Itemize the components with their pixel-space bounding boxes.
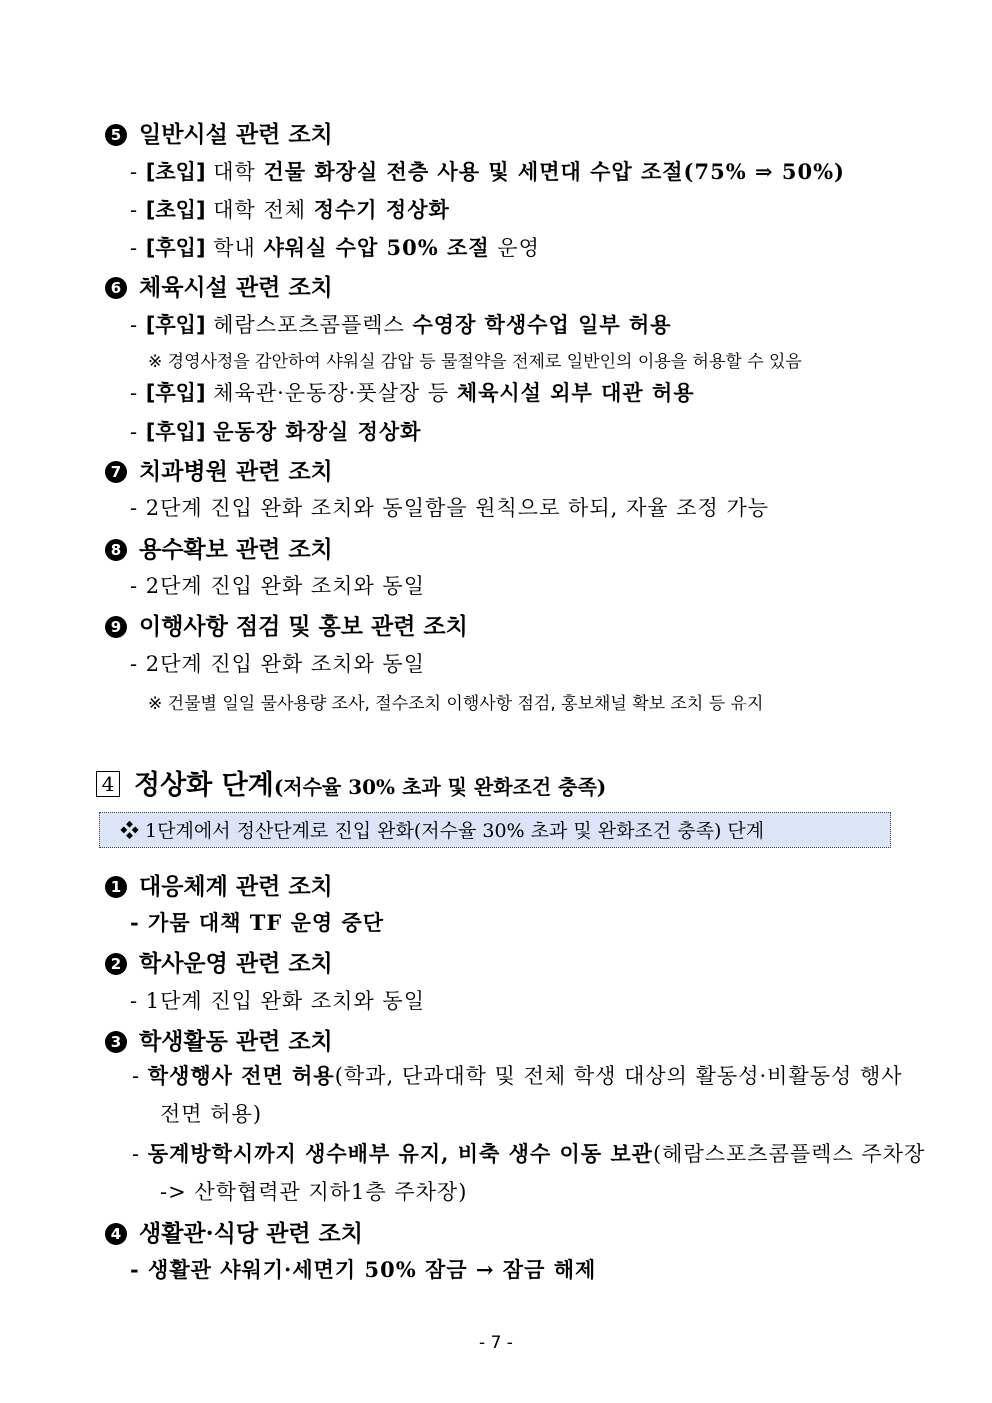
section-heading-7 bbox=[105, 453, 333, 486]
list-item: - 생활관 샤워기·세면기 50% 잠금 → 잠금 해제 bbox=[130, 1257, 597, 1282]
section-title: 용수확보 관련 조치 bbox=[139, 536, 333, 563]
boxed-number: 4 bbox=[96, 771, 120, 797]
phase-tag: [초입] bbox=[145, 198, 206, 222]
info-box: ❖ 1단계에서 정산단계로 진입 완화(저수율 30% 초과 및 완화조건 충족) 단계 bbox=[99, 812, 891, 848]
section-title: 생활관·식당 관련 조치 bbox=[139, 1220, 363, 1247]
circled-number: 1 bbox=[105, 876, 127, 898]
list-item: - 2단계 진입 완화 조치와 동일함을 원칙으로 하되, 자율 조정 가능 bbox=[130, 496, 770, 520]
circled-number: 8 bbox=[105, 539, 127, 561]
stage-heading bbox=[96, 763, 606, 802]
section-heading-6 bbox=[105, 269, 333, 302]
section-title: 치과병원 관련 조치 bbox=[139, 458, 333, 485]
section-title: 체육시설 관련 조치 bbox=[139, 274, 333, 301]
section-heading-2 bbox=[105, 945, 333, 978]
list-item: - [후입] 운동장 화장실 정상화 bbox=[130, 419, 422, 444]
section-heading-1 bbox=[105, 868, 333, 901]
phase-tag: [후입] bbox=[145, 420, 206, 444]
list-item: - 학생행사 전면 허용(학과, 단과대학 및 전체 학생 대상의 활동성·비활동성 행사 전면 허용) bbox=[132, 1063, 903, 1126]
list-item: - [후입] 헤람스포츠콤플렉스 수영장 학생수업 일부 허용 bbox=[130, 312, 672, 337]
circled-number: 7 bbox=[105, 461, 127, 483]
section-heading-8 bbox=[105, 531, 333, 564]
phase-tag: [후입] bbox=[145, 313, 206, 337]
list-item: - [후입] 학내 샤워실 수압 50% 조절 운영 bbox=[130, 235, 540, 260]
circled-number: 2 bbox=[105, 953, 127, 975]
circled-number: 9 bbox=[105, 616, 127, 638]
list-item: - 2단계 진입 완화 조치와 동일 bbox=[130, 574, 425, 598]
section-heading-3 bbox=[105, 1023, 333, 1056]
section-title: 학생활동 관련 조치 bbox=[139, 1028, 333, 1055]
page-number: - 7 - bbox=[479, 1333, 513, 1353]
section-title: 대응체계 관련 조치 bbox=[139, 873, 333, 900]
list-item: - 동계방학시까지 생수배부 유지, 비축 생수 이동 보관(헤람스포츠콤플렉스 주차장 -> 산학협력관 지하1층 주차장) bbox=[132, 1141, 926, 1204]
section-title: 이행사항 점검 및 홍보 관련 조치 bbox=[139, 613, 468, 640]
phase-tag: [초입] bbox=[145, 160, 206, 184]
list-item: - [초입] 대학 전체 정수기 정상화 bbox=[130, 197, 450, 222]
circled-number: 6 bbox=[105, 277, 127, 299]
note: ※ 건물별 일일 물사용량 조사, 절수조치 이행사항 점검, 홍보채널 확보 조치 등 유지 bbox=[148, 694, 764, 714]
circled-number: 4 bbox=[105, 1223, 127, 1245]
list-item: - [후입] 체육관·운동장·풋살장 등 체육시설 외부 대관 허용 bbox=[130, 380, 695, 405]
section-heading-4 bbox=[105, 1215, 363, 1248]
note: ※ 경영사정을 감안하여 샤워실 감압 등 물절약을 전제로 일반인의 이용을 허용할 수 있음 bbox=[148, 352, 802, 372]
section-title: 일반시설 관련 조치 bbox=[139, 121, 333, 148]
list-item: - 1단계 진입 완화 조치와 동일 bbox=[130, 989, 425, 1013]
list-item: - [초입] 대학 건물 화장실 전층 사용 및 세면대 수압 조절(75% ⇒ 50%) bbox=[130, 159, 845, 184]
list-item: - 2단계 진입 완화 조치와 동일 bbox=[130, 652, 425, 676]
section-title: 학사운영 관련 조치 bbox=[139, 950, 333, 977]
circled-number: 5 bbox=[105, 124, 127, 146]
stage-title: 정상화 단계 bbox=[134, 770, 274, 801]
stage-subtitle: (저수율 30% 초과 및 완화조건 충족) bbox=[273, 775, 607, 799]
section-heading-9 bbox=[105, 608, 468, 641]
phase-tag: [후입] bbox=[145, 381, 206, 405]
section-heading-5 bbox=[105, 116, 333, 149]
phase-tag: [후입] bbox=[145, 236, 206, 260]
list-item: - 가뭄 대책 TF 운영 중단 bbox=[130, 910, 385, 935]
circled-number: 3 bbox=[105, 1031, 127, 1053]
